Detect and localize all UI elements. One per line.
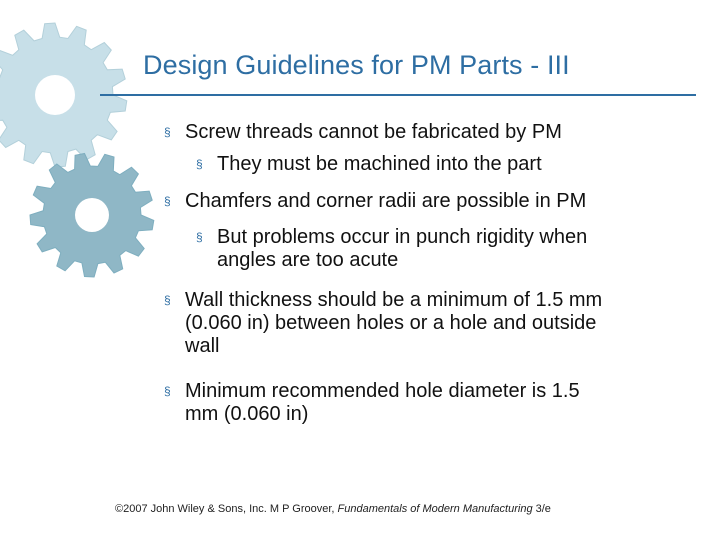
bullet-text: mm (0.060 in) bbox=[185, 403, 309, 425]
bullet-marker: § bbox=[196, 157, 203, 171]
bullet-marker: § bbox=[164, 384, 171, 398]
bullet-text: (0.060 in) between holes or a hole and outside bbox=[185, 312, 597, 334]
bullet-item bbox=[164, 289, 603, 358]
bullet-text: angles are too acute bbox=[217, 249, 399, 271]
bullet-item bbox=[164, 121, 562, 144]
slide-title: Design Guidelines for PM Parts - III bbox=[143, 50, 570, 80]
bullet-text: Wall thickness should be a minimum of 1.5 mm bbox=[185, 289, 603, 311]
bullet-text: wall bbox=[185, 335, 220, 357]
bullet-text: Minimum recommended hole diameter is 1.5 bbox=[185, 380, 580, 402]
sub-bullet-item bbox=[196, 226, 588, 272]
bullet-text: They must be machined into the part bbox=[217, 153, 542, 175]
bullet-text: Chamfers and corner radii are possible in PM bbox=[185, 190, 587, 212]
bullet-marker: § bbox=[196, 230, 203, 244]
footer-edition: 3/e bbox=[532, 503, 551, 515]
sub-bullet-item bbox=[196, 153, 542, 176]
bullet-text: Screw threads cannot be fabricated by PM bbox=[185, 121, 562, 143]
footer-credit bbox=[115, 503, 551, 515]
bullet-marker: § bbox=[164, 293, 171, 307]
bullet-item bbox=[164, 190, 587, 213]
bullet-item bbox=[164, 380, 580, 426]
footer-copyright: ©2007 John Wiley & Sons, Inc. M P Groover, bbox=[115, 503, 338, 515]
bullet-text: But problems occur in punch rigidity when bbox=[217, 226, 588, 248]
bullet-marker: § bbox=[164, 125, 171, 139]
footer-book-title: Fundamentals of Modern Manufacturing bbox=[337, 503, 533, 515]
bullet-marker: § bbox=[164, 194, 171, 208]
